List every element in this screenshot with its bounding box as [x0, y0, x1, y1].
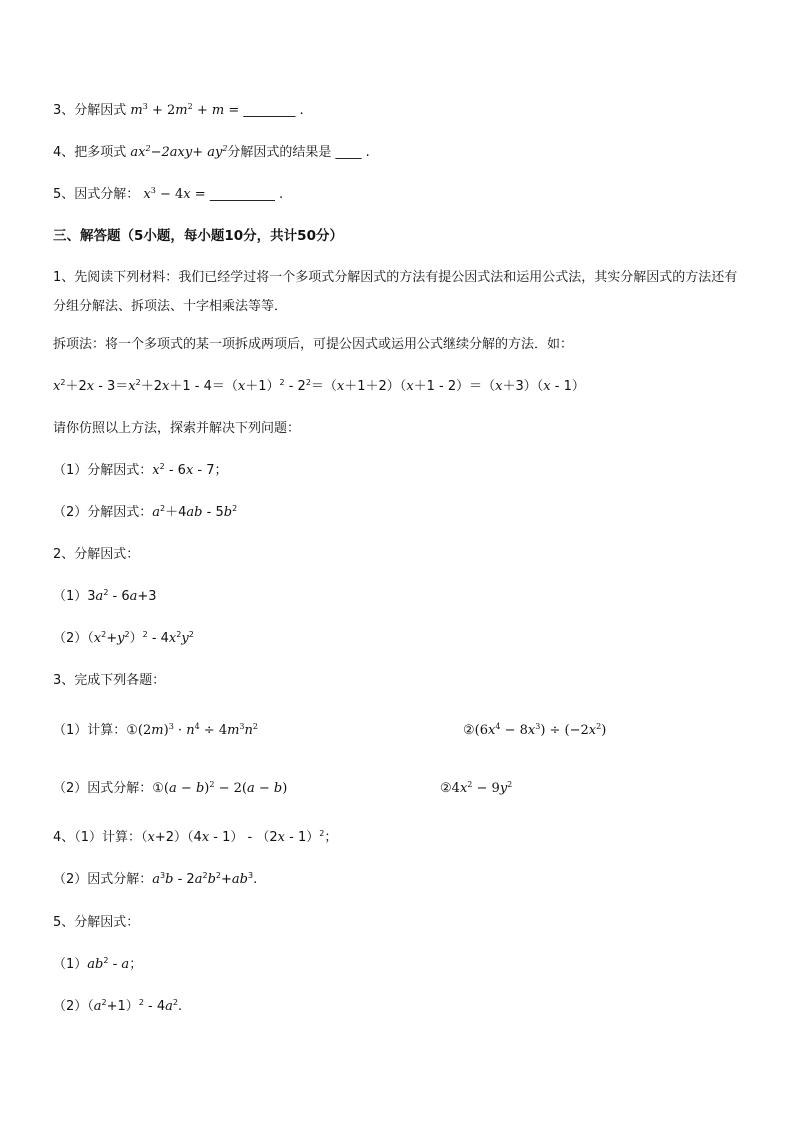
- fill-in-3: [53, 102, 304, 120]
- math-expression: $x^3 - 4x$ =: [143, 186, 206, 202]
- q2-part1: $(1)3a^2 - 6a+3$: [53, 588, 157, 604]
- q2-title: 2、分解因式：: [53, 547, 140, 562]
- fill-in-5: [53, 186, 283, 204]
- q2-part2: $(2)(x^2+y^2)^2 - 4x^2y^2$: [53, 630, 194, 646]
- answer-blank: 分解因式的结果是 ____ .: [227, 145, 370, 160]
- q1-part1: （1）分解因式：$x^2 - 6x - 7$；: [53, 462, 228, 478]
- q5-part2: $(2)(a^2+1)^2 - 4a^2$.: [53, 998, 183, 1014]
- q3-part1-right: $②(6x^4 - 8x^3) \div (-2x^2)$: [463, 722, 607, 738]
- q3-part2-right: $②4x^2 - 9y^2$: [440, 780, 513, 796]
- q5-part1: $(1)ab^2$ - a；: [53, 956, 143, 972]
- q1-intro: 1、先阅读下列材料：我们已经学过将一个多项式分解因式的方法有提公因式法和运用公式法，其实分解因式的方法还有分组分解法、拆项法、十字相乘法等等．: [53, 270, 738, 314]
- q1-example: $x^2+2x - 3=x^2+2x+1 - 4=(x+1)^2 - 2^2=(x+1+2)(x+1 - 2)=(x+3)(x - 1)$: [53, 378, 585, 394]
- math-expression: $m^3 + 2m^2 + m$ =: [130, 102, 240, 118]
- q4-part2: （2）因式分解：$a^3b - 2a^2b^2+ab^3$.: [53, 871, 258, 887]
- q4-part1: 4、（1）计算：（x+2）（4x - 1） - （2x - 1）$^2$；: [53, 829, 338, 845]
- q1-part2: （2）分解因式：$a^2+4ab - 5b^2$: [53, 504, 238, 520]
- q1-method: 拆项法：将一个多项式的某一项拆成两项后，可提公因式或运用公式继续分解的方法．如：: [53, 337, 574, 352]
- fill-in-4: [53, 144, 370, 162]
- math-expression: $ax^2-2axy+ ay^2$: [130, 144, 228, 160]
- question-label: 5、因式分解：: [53, 187, 140, 202]
- q5-title: 5、分解因式：: [53, 915, 140, 930]
- question-label: 4、把多项式: [53, 145, 127, 160]
- q1-prompt: 请你仿照以上方法，探索并解决下列问题：: [53, 421, 301, 436]
- question-label: 3、分解因式: [53, 103, 127, 118]
- answer-blank: __________ .: [209, 187, 284, 202]
- q3-title: 3、完成下列各题：: [53, 673, 166, 688]
- q3-part1-left: （1）计算：$①(2m)^3 \cdot n^4 \div 4m^3n^2$: [53, 722, 258, 738]
- answer-blank: ________ .: [243, 103, 304, 118]
- section-title: 三、解答题（5小题，每小题10分，共计50分）: [53, 228, 343, 244]
- q3-part2-left: （2）因式分解：①(a − b)$^2$ − 2(a − b): [53, 780, 288, 796]
